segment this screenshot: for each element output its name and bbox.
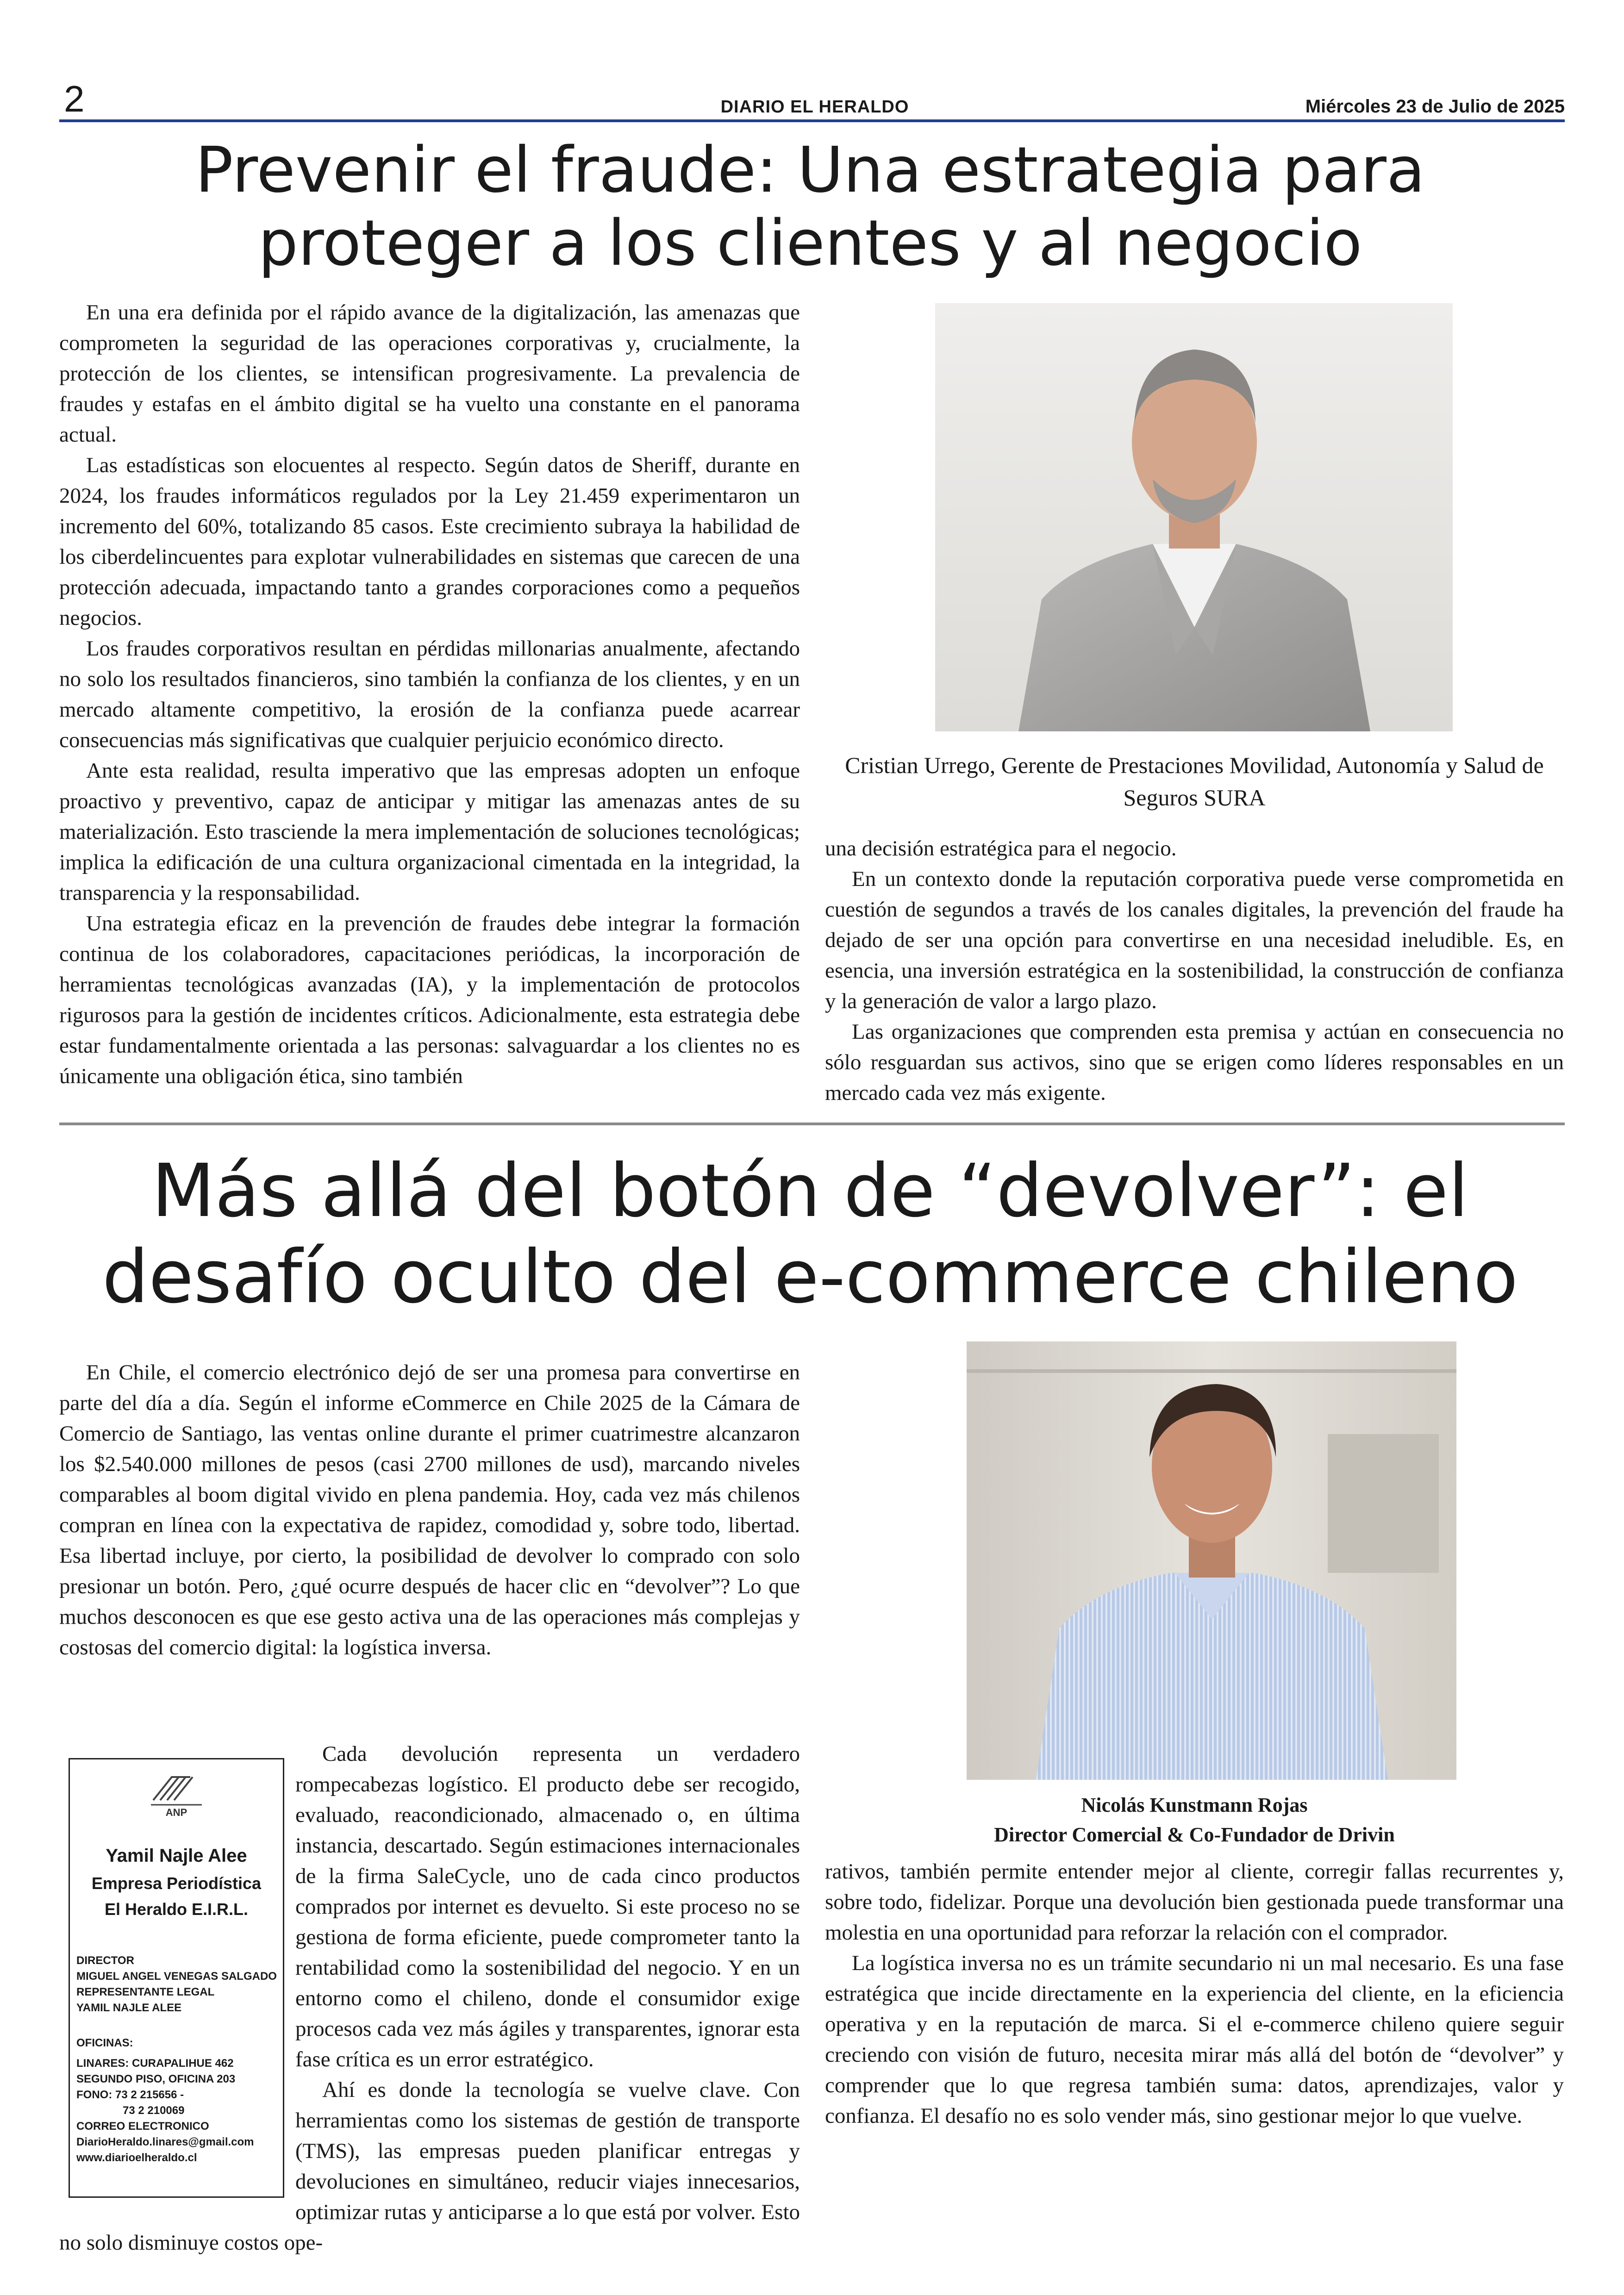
masthead-box (69, 1758, 284, 2198)
email-label: CORREO ELECTRONICO (76, 2120, 209, 2133)
page-number: 2 (64, 78, 85, 119)
article1-paragraph: En una era definida por el rápido avance de la digitalización, las amenazas que comprometen la seguridad de las operaciones corporativas y, crucialmente, la protección de los clientes, se intensifican progresivamente. La prevalencia de fraudes y estafas en el ámbito digital se ha vuelto una constante en el panorama actual. (59, 300, 800, 447)
publication-date: Miércoles 23 de Julio de 2025 (1305, 96, 1565, 117)
article1-paragraph: Las organizaciones que comprenden esta premisa y actúan en consecuencia no sólo resguardan sus activos, sino que se erigen como líderes responsables en un mercado cada vez más exigente. (825, 1020, 1564, 1105)
legal-rep-name: YAMIL NAJLE ALEE (76, 2002, 182, 2014)
director-label: DIRECTOR (76, 1954, 134, 1967)
article1-paragraph: una decisión estratégica para el negocio. (825, 836, 1177, 861)
masthead-company-line1: Empresa Periodística (91, 1874, 262, 1893)
portrait-photo-nicolas-kunstmann (967, 1341, 1456, 1780)
office-address-line1: LINARES: CURAPALIHUE 462 (76, 2057, 234, 2070)
article1-headline: Prevenir el fraude: Una estrategia para proteger a los clientes y al negocio (195, 134, 1425, 280)
article1-column-left (59, 297, 800, 1103)
article2-paragraph: rativos, también permite entender mejor al cliente, corregir fallas recurrentes y, sobre todo, fidelizar. Porque una devolución bien gestionada puede transformar una molestia en una oportunidad para reforzar la relación con el comprador. (825, 1859, 1564, 1945)
legal-rep-label: REPRESENTANTE LEGAL (76, 1986, 215, 1998)
section-divider (59, 1123, 1565, 1125)
masthead-company-line2: El Heraldo E.I.R.L. (104, 1900, 249, 1919)
article1-paragraph: Una estrategia eficaz en la prevención de fraudes debe integrar la formación continua de los colaboradores, capacitaciones periódicas, la incorporación de herramientas tecnológicas avanzadas (IA), y la implementación de protocolos rigurosos para la gestión de incidentes críticos. Adicionalmente, esta estrategia debe estar fundamentalmente orientada a las personas: salvaguardar a los clientes no es únicamente una obligación ética, sino también (59, 911, 800, 1088)
article1-paragraph: En un contexto donde la reputación corporativa puede verse comprometida en cuestión de segundos a través de los canales digitales, la prevención del fraude ha dejado de ser una opción para convertirse en una necesidad ineludible. Es, en esencia, una inversión estratégica en la sostenibilidad, la construcción de confianza y la generación de valor a largo plazo. (825, 867, 1564, 1013)
article2-caption-role: Director Comercial & Co-Fundador de Drivin (994, 1823, 1395, 1846)
article2-paragraph: En Chile, el comercio electrónico dejó de ser una promesa para convertirse en parte del día a día. Según el informe eCommerce en Chile 2025 de la Cámara de Comercio de Santiago, las ventas online durante el primer cuatrimestre alcanzaron los $2.540.000 millones de pesos (casi 2700 millones de usd), marcando niveles comparables al boom digital vivido en plena pandemia. Hoy, cada vez más chilenos compran en línea con la expectativa de rapidez, comodidad y, sobre todo, libertad. Esa libertad incluye, por cierto, la posibilidad de devolver lo comprado con solo presionar un botón. Pero, ¿qué ocurre después de hacer clic en “devolver”? Lo que muchos desconocen es que ese gesto activa una de las operaciones más complejas y costosas del comercio digital: la logística inversa. (59, 1360, 800, 1659)
masthead-website: www.diarioelheraldo.cl (76, 2152, 197, 2164)
article2-column-right (825, 1856, 1564, 2203)
article1-paragraph: Los fraudes corporativos resultan en pérdidas millonarias anualmente, afectando no solo los resultados financieros, sino también la confianza de los clientes, y en un mercado altamente competitivo, la erosión de la confianza puede acarrear consecuencias más significativas que cualquier perjuicio económico directo. (59, 636, 800, 752)
article1-column-right (825, 833, 1564, 1111)
article2-photo-caption (833, 1790, 1555, 1850)
office-address-line2: SEGUNDO PISO, OFICINA 203 (76, 2073, 236, 2085)
article2-caption-name: Nicolás Kunstmann Rojas (1081, 1794, 1308, 1816)
portrait-photo-cristian-urrego (935, 303, 1453, 731)
newspaper-name: DIARIO EL HERALDO (720, 97, 909, 117)
article2-column-left-top (59, 1357, 800, 1737)
office-phone-line1: FONO: 73 2 215656 - (76, 2089, 184, 2101)
article1-paragraph: Las estadísticas son elocuentes al respecto. Según datos de Sheriff, durante en 2024, los fraudes informáticos regulados por la Ley 21.459 experimentaron un incremento del 60%, totalizando 85 casos. Este crecimiento subraya la habilidad de los ciberdelincuentes para explotar vulnerabilidades en sistemas que carecen de una protección adecuada, impactando tanto a grandes corporaciones como a pequeños negocios. (59, 453, 800, 630)
article2-paragraph: Ahí es donde la tecnología se vuelve clave. Con herramientas como los sistemas de gestión de transporte (TMS), las empresas pueden planificar entregas y devoluciones en simultáneo, reducir viajes innecesarios, optimizar rutas y anticiparse a lo que está por volver. Esto no solo disminuye costos ope- (59, 2078, 800, 2255)
anp-logo-icon (139, 1768, 213, 1819)
logo-text: ANP (165, 1807, 187, 1818)
office-phone-line2: 73 2 210069 (123, 2104, 185, 2117)
article1-paragraph: Ante esta realidad, resulta imperativo que las empresas adopten un enfoque proactivo y preventivo, capaz de anticipar y mitigar las amenazas antes de su materialización. Esto trasciende la mera implementación de soluciones tecnológicas; implica la edificación de una cultura organizacional cimentada en la integridad, la transparencia y la responsabilidad. (59, 759, 800, 905)
header-rule (59, 119, 1565, 122)
article2-paragraph: La logística inversa no es un trámite secundario ni un mal necesario. Es una fase estratégica que incide directamente en la experiencia del cliente, en la eficiencia operativa y en la reputación de marca. Si el e-commerce chileno quiere seguir creciendo con visión de futuro, necesita mirar más allá del botón de “devolver” y comprender que lo que regresa también suma: datos, aprendizajes, valor y confianza. El desafío no es solo vender más, sino gestionar mejor lo que vuelve. (825, 1951, 1564, 2128)
offices-label: OFICINAS: (76, 2037, 133, 2049)
masthead-owner: Yamil Najle Alee (106, 1846, 247, 1866)
article1-photo-caption: Cristian Urrego, Gerente de Prestaciones Movilidad, Autonomía y Salud de Seguros SURA (845, 752, 1544, 811)
masthead-email: DiarioHeraldo.linares@gmail.com (76, 2136, 254, 2148)
article2-paragraph: Cada devolución representa un verdadero rompecabezas logístico. El producto debe ser recogido, evaluado, reacondicionado, almacenado o, en última instancia, descartado. Según estimaciones internacionales de la firma SaleCycle, uno de cada cinco productos comprados por internet es devuelto. Si este proceso no se gestiona de forma eficiente, puede comprometer tanto la rentabilidad como la sostenibilidad del negocio. Y en un entorno como el chileno, donde el consumidor exige procesos cada vez más ágiles y transparentes, ignorar esta fase crítica es un error estratégico. (295, 1742, 800, 2071)
article2-headline: Más allá del botón de “devolver”: el desafío oculto del e-commerce chileno (102, 1148, 1518, 1320)
director-name: MIGUEL ANGEL VENEGAS SALGADO (76, 1970, 277, 1983)
